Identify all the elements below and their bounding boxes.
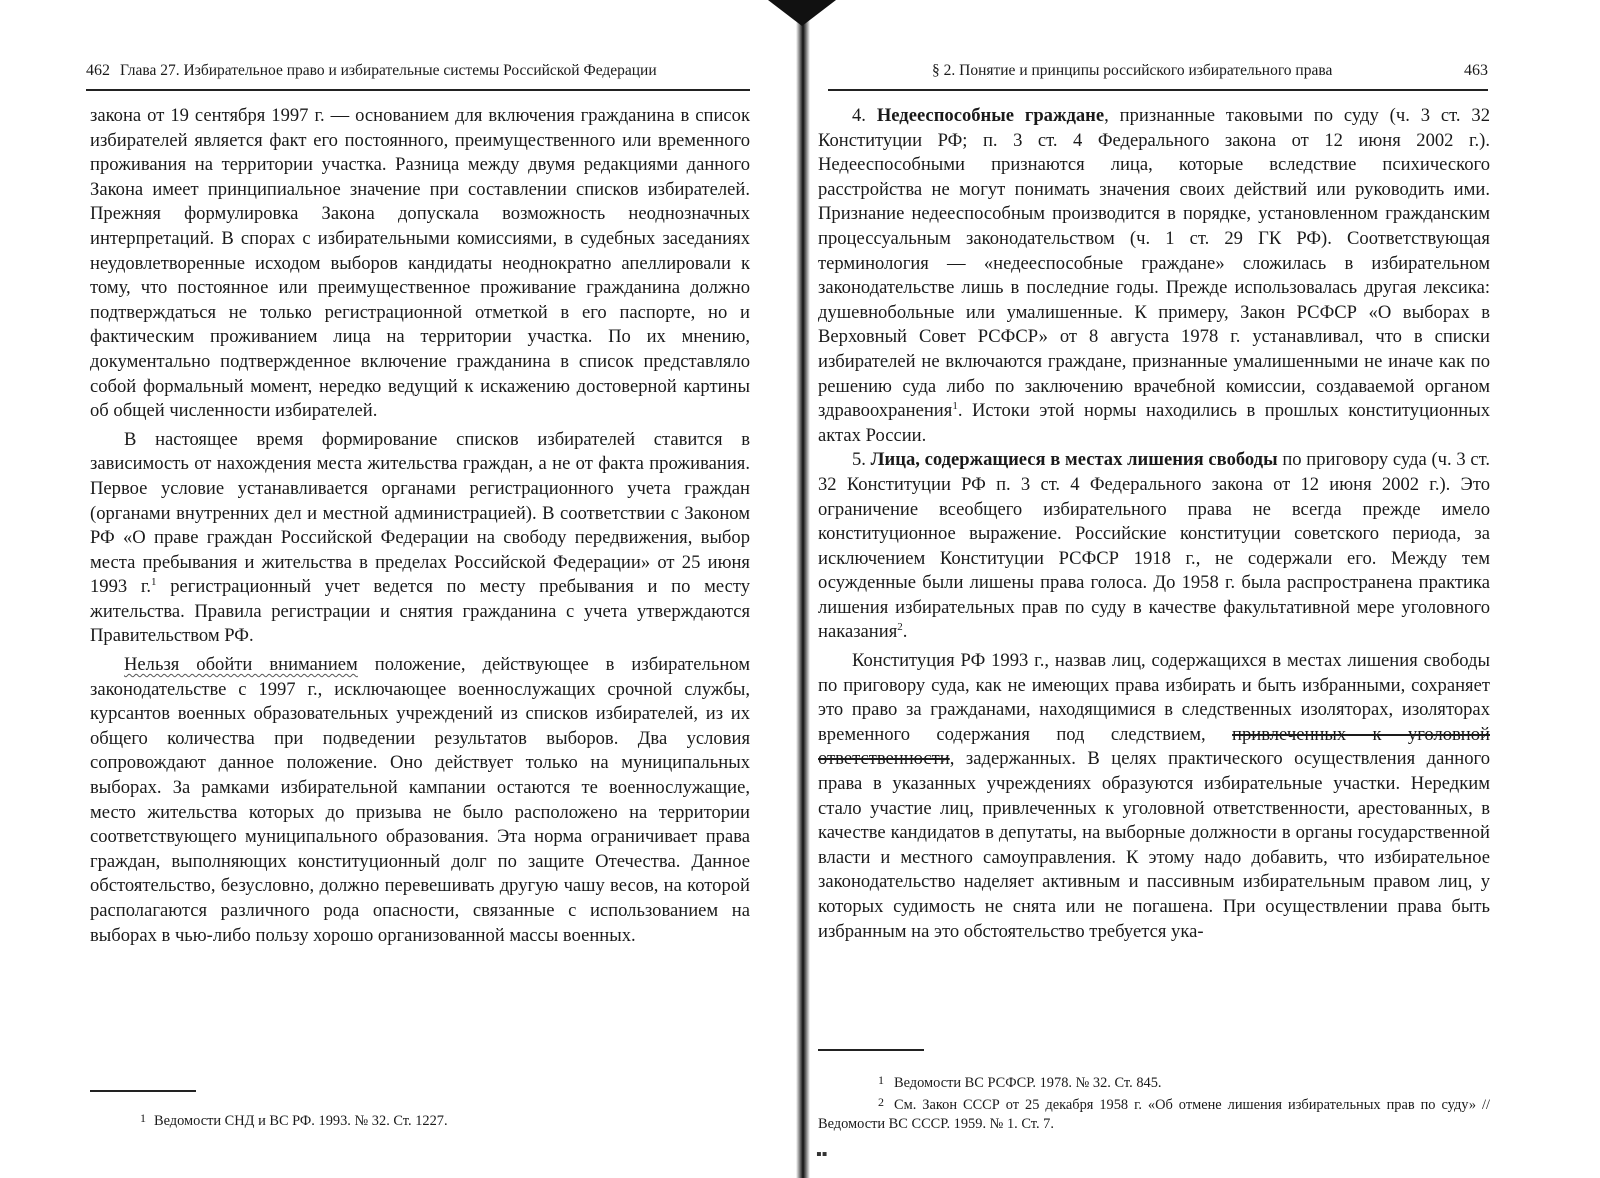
right-page — [808, 0, 1600, 1178]
struck-phrase: привлеченных к уголовной ответственности — [818, 723, 1490, 770]
item-4-text-end: . Истоки этой нормы находились в прошлых конституционных актах России. — [818, 400, 1490, 446]
left-footnotes — [124, 1109, 744, 1131]
ink-smudge-mark: ▪▪ — [816, 1146, 828, 1163]
left-body-text — [90, 104, 750, 948]
right-running-header — [828, 56, 1488, 86]
left-header-title: Глава 27. Избирательное право и избирательные системы Российской Федерации — [120, 62, 657, 79]
right-item-5 — [818, 448, 1490, 645]
left-paragraph-2 — [90, 428, 750, 649]
right-body-text — [818, 104, 1490, 944]
item-4-text: , признанные таковыми по суду (ч. 3 ст. 32 Конституции РФ; п. 3 ст. 4 Федерального закона от 12 июня 2002 г.). Недееспособными признаются лица, которые вследствие психического расстройства не могут понимать значения своих действий или руководить ими. Признание недееспособным производится в порядке, установленном гражданским процессуальным законодательством (ч. 1 ст. 29 ГК РФ). Соответствующая терминология — «недееспособные граждане» сложилась в избирательном законодательстве лишь в последние годы. Прежде использовалась другая лексика: душевнобольные или умалишенные. К примеру, Закон РСФСР «О выборах в Верховный Совет РСФСР» от 8 августа 1978 г. устанавливал, что в списки избирателей не включаются граждане, признанные умалишенными не иначе как по решению суда либо по заключению врачебной комиссии, создаваемой органом здравоохранения — [818, 105, 1490, 422]
item-4-number: 4. — [852, 105, 866, 126]
right-header-rule — [828, 89, 1488, 91]
footnote-mark: 2 — [878, 1095, 884, 1109]
right-page-number: 463 — [1464, 62, 1488, 79]
footnote-ref-1: 1 — [151, 576, 157, 589]
left-paragraph-2-tail: регистрационный учет ведется по месту пребывания и по месту жительства. Правила регистрации и снятия гражданина с учета утверждаются Правительством РФ. — [90, 576, 750, 647]
item-5-number: 5. — [852, 449, 866, 471]
constitution-text-end: , задержанных. В целях практического осуществления данного права в указанных учреждениях образуются избирательные участки. Нередким стало участие лиц, привлеченных к уголовной ответственности, арестованных, в качестве кандидатов в депутаты, на выборные должности в органы государственной власти и местного самоуправления. К этому надо добавить, что избирательное законодательство наделяет активным и пассивным избирательным правом лиц, у которых судимость не снята или не погашена. При осуществлении права быть избранным на это обстоятельство требуется ука- — [818, 748, 1490, 942]
right-paragraph-constitution — [818, 649, 1490, 944]
left-paragraph-1: закона от 19 сентября 1997 г. — основанием для включения гражданина в список избирателей является факт его постоянного, преимущественного или временного проживания на территории участка. Разница между двумя редакциями данного Закона имеет принципиальное значение при составлении списков избирателей. Прежняя формулировка Закона допускала возможность неоднозначных интерпретаций. В спорах с избирательными комиссиями, в судебных заседаниях неудовлетворенные исходом выборов кандидаты неоднократно апеллировали к тому, что постоянное или преимущественное проживание гражданина должно подтверждаться не только регистрационной отметкой в его паспорте, но и фактическим проживанием лица на территории участка. По их мнению, документально подтвержденное включение гражданина в список представляло собой формальный момент, нередко ведущий к искажению достоверной картины об общей численности избирателей. — [90, 105, 750, 422]
footnote-ref-1: 1 — [952, 399, 958, 412]
item-4-heading: Недееспособные граждане — [876, 105, 1105, 126]
item-5-text: по приговору суда (ч. 3 ст. 32 Конституции РФ п. 3 ст. 4 Федерального закона от 12 июня 2002 г.). Это ограничение всеобщего избирательного права не всегда прежде имело конституционное выражение. Российские конституции советского периода, за исключением Конституции РСФСР 1918 г., не содержали его. Между тем осужденные были лишены права голоса. До 1958 г. была распространена практика лишения избирательных прав по суду в качестве факультативной мере уголовного наказания — [818, 449, 1491, 643]
item-5-end: . — [902, 621, 908, 643]
footnote-text: Ведомости ВС РСФСР. 1978. № 32. Ст. 845. — [894, 1075, 1162, 1091]
footnote-item — [818, 1071, 1490, 1093]
right-header-title: § 2. Понятие и принципы российского избирательного права — [932, 62, 1333, 79]
left-footnote-rule — [90, 1090, 196, 1092]
left-running-header — [86, 56, 750, 86]
footnote-item — [124, 1109, 744, 1131]
left-paragraph-3 — [90, 653, 750, 948]
left-page-number: 462 — [86, 62, 110, 79]
left-paragraph-3-text: положение, действующее в избирательном законодательстве с 1997 г., исключающее военнослужащих срочной службы, курсантов военных образовательных учреждений из списков избирателей, из их общего количества при подведении результатов выборов. Два условия сопровождают данное положение. Оно действует только на муниципальных выборах. За рамками избирательной кампании остаются те военнослужащие, место жительства которых до призыва не было расположено на территории соответствующего муниципального образования. Эта норма ограничивает права граждан, выполняющих конституционный долг по защите Отечества. Данное обстоятельство, безусловно, должно перевешивать другую чашу весов, на которой располагаются различного рода опасности, связанные с использованием на выборах в чью-либо пользу хорошо организованной массы военных. — [90, 654, 750, 946]
right-footnote-rule — [818, 1049, 924, 1051]
left-header-rule — [86, 89, 750, 91]
footnote-mark: 1 — [140, 1111, 146, 1125]
item-5-heading: Лица, содержащиеся в местах лишения свободы — [870, 449, 1278, 471]
footnote-mark: 1 — [878, 1073, 884, 1087]
footnote-ref-2: 2 — [897, 621, 903, 634]
footnote-text: См. Закон СССР от 25 декабря 1958 г. «Об отмене лишения избирательных прав по суду» // Ведомости ВС СССР. 1959. № 1. Ст. 7. — [818, 1097, 1490, 1132]
footnote-text: Ведомости СНД и ВС РФ. 1993. № 32. Ст. 1227. — [154, 1113, 448, 1129]
footnote-item — [818, 1093, 1490, 1134]
right-item-4 — [818, 104, 1490, 448]
right-footnotes — [818, 1071, 1490, 1134]
left-paragraph-2-text: В настоящее время формирование списков избирателей ставится в зависимость от нахождения места жительства граждан, а не от факта проживания. Первое условие устанавливается органами регистрационного учета граждан (органами внутренних дел и местной администрацией). В соответствии с Законом РФ «О праве граждан Российской Федерации на свободу передвижения, выбор места пребывания и жительства в пределах Российской Федерации» от 25 июня 1993 г. — [90, 428, 750, 598]
underlined-phrase: Нельзя обойти вниманием — [124, 654, 358, 676]
constitution-text: Конституция РФ 1993 г., назвав лиц, содержащихся в местах лишения свободы по приговору суда, как не имеющих права избирать и быть избранными, сохраняет это право за гражданами, находящимися в следственных изоляторах, изоляторах временного содержания под следствием, — [818, 650, 1490, 745]
